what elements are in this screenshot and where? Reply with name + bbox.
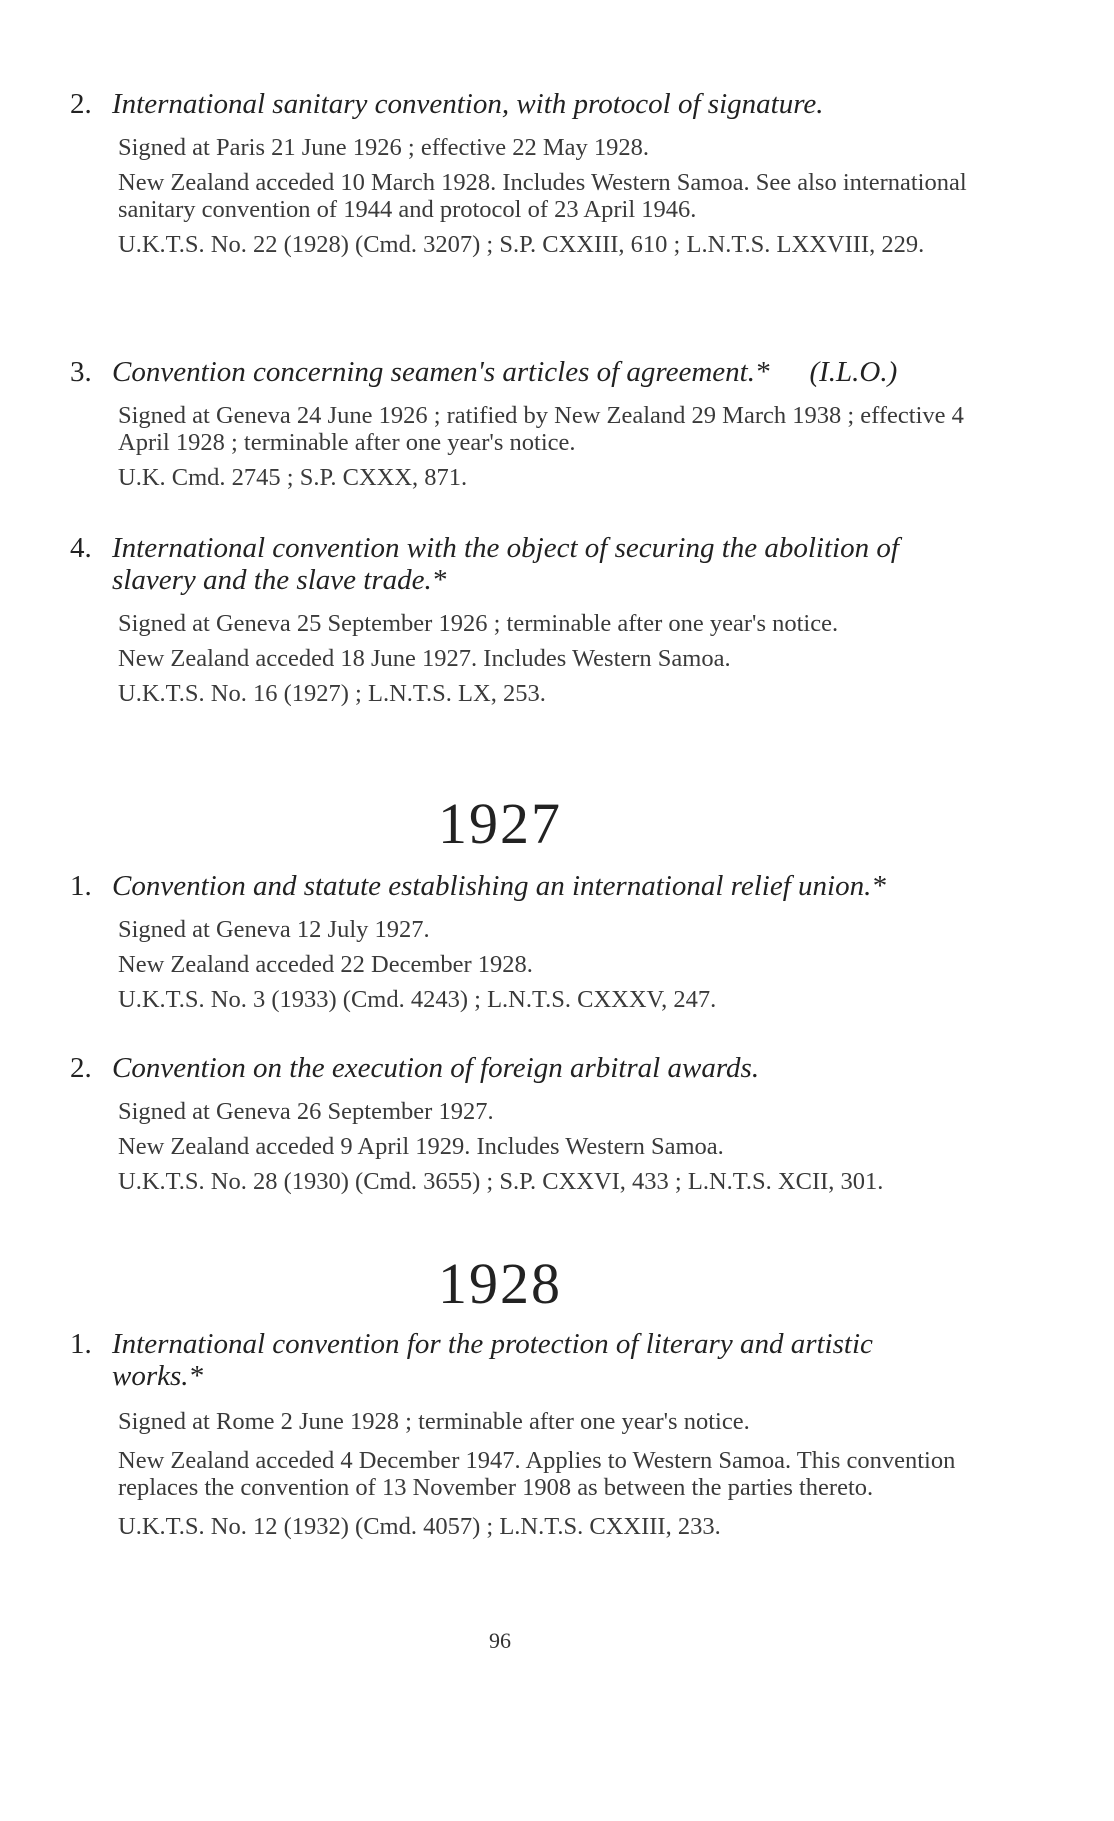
treaty-number: 2.	[70, 88, 92, 120]
treaty-number: 3.	[70, 356, 92, 388]
treaty-heading	[70, 532, 970, 596]
treaty-paragraph: U.K.T.S. No. 22 (1928) (Cmd. 3207) ; S.P. CXXIII, 610 ; L.N.T.S. LXXVIII, 229.	[118, 231, 925, 258]
treaty-paragraph: New Zealand acceded 9 April 1929. Includes Western Samoa.	[118, 1133, 724, 1160]
treaty-paragraph: Signed at Geneva 25 September 1926 ; terminable after one year's notice.	[118, 610, 839, 637]
year-heading-1928: 1928	[438, 1251, 562, 1316]
treaty-paragraph: Signed at Geneva 24 June 1926 ; ratified by New Zealand 29 March 1938 ; effective 4 April 1928 ; terminable after one year's notice.	[118, 402, 964, 456]
treaty-heading	[70, 1328, 970, 1392]
treaty-entry	[70, 88, 970, 258]
treaty-heading	[70, 88, 970, 120]
treaty-entry	[70, 1052, 970, 1195]
treaty-title: International convention with the object of securing the abolition of slavery and the slave trade.*	[112, 532, 899, 596]
treaty-paragraph: New Zealand acceded 10 March 1928. Includes Western Samoa. See also international sanitary convention of 1944 and protocol of 23 April 1946.	[118, 169, 967, 223]
treaty-heading	[70, 870, 970, 902]
treaty-tag: (I.L.O.)	[809, 356, 898, 388]
treaty-paragraph: New Zealand acceded 22 December 1928.	[118, 951, 533, 978]
treaty-entry	[70, 356, 970, 491]
treaty-paragraph: U.K.T.S. No. 28 (1930) (Cmd. 3655) ; S.P. CXXVI, 433 ; L.N.T.S. XCII, 301.	[118, 1168, 884, 1195]
treaty-number: 2.	[70, 1052, 92, 1084]
treaty-number: 1.	[70, 1328, 92, 1360]
treaty-paragraph: U.K.T.S. No. 3 (1933) (Cmd. 4243) ; L.N.T.S. CXXXV, 247.	[118, 986, 717, 1013]
page-number: 96	[489, 1628, 511, 1653]
treaty-title: International sanitary convention, with protocol of signature.	[112, 88, 824, 120]
treaty-title: Convention and statute establishing an international relief union.*	[112, 870, 886, 902]
treaty-entry	[70, 1328, 970, 1540]
treaty-entry	[70, 870, 970, 1013]
year-heading-1927: 1927	[438, 791, 562, 856]
treaty-entry	[70, 532, 970, 707]
treaty-paragraph: New Zealand acceded 18 June 1927. Includes Western Samoa.	[118, 645, 731, 672]
treaty-paragraph: New Zealand acceded 4 December 1947. Applies to Western Samoa. This convention replaces the convention of 13 November 1908 as between the parties thereto.	[118, 1447, 956, 1501]
treaty-number: 1.	[70, 870, 92, 902]
treaty-title: Convention concerning seamen's articles of agreement.*	[112, 356, 770, 388]
treaty-paragraph: Signed at Geneva 26 September 1927.	[118, 1098, 494, 1125]
treaty-paragraph: Signed at Geneva 12 July 1927.	[118, 916, 430, 943]
treaty-title: International convention for the protection of literary and artistic works.*	[112, 1328, 873, 1392]
treaty-paragraph: U.K.T.S. No. 16 (1927) ; L.N.T.S. LX, 253.	[118, 680, 546, 707]
treaty-paragraph: Signed at Paris 21 June 1926 ; effective 22 May 1928.	[118, 134, 649, 161]
treaty-heading	[70, 1052, 970, 1084]
treaty-paragraph: Signed at Rome 2 June 1928 ; terminable after one year's notice.	[118, 1408, 750, 1435]
treaty-paragraph: U.K. Cmd. 2745 ; S.P. CXXX, 871.	[118, 464, 468, 491]
treaty-number: 4.	[70, 532, 92, 564]
treaty-title: Convention on the execution of foreign arbitral awards.	[112, 1052, 760, 1084]
treaty-heading	[70, 356, 970, 388]
treaty-paragraph: U.K.T.S. No. 12 (1932) (Cmd. 4057) ; L.N.T.S. CXXIII, 233.	[118, 1513, 721, 1540]
